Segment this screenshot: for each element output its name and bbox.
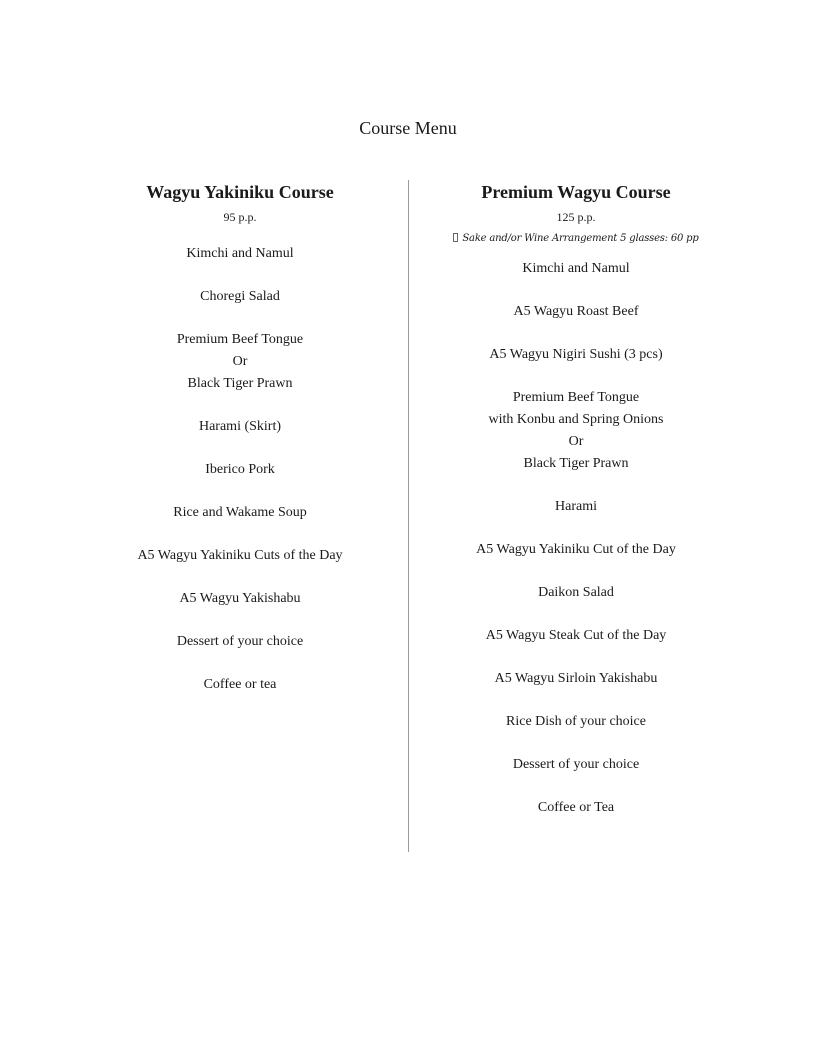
menu-item-line: Premium Beef Tongue [512, 390, 640, 405]
menu-item [100, 502, 380, 524]
menu-item [436, 711, 716, 733]
page-title: Course Menu [359, 118, 457, 138]
menu-item-line: Premium Beef Tongue [176, 332, 304, 347]
menu-item-line: Or [232, 354, 248, 369]
column-divider [408, 180, 409, 852]
wagyu-yakiniku-course-column [100, 180, 380, 717]
menu-item-line: Harami [555, 499, 597, 514]
menu-item [100, 243, 380, 265]
menu-item [100, 459, 380, 481]
menu-item-line: Kimchi and Namul [522, 261, 630, 276]
menu-item-line: Black Tiger Prawn [523, 456, 629, 471]
menu-item-line: Rice and Wakame Soup [173, 505, 307, 520]
menu-item [100, 545, 380, 567]
glass-icon [453, 233, 458, 242]
menu-item-line: Coffee or Tea [537, 800, 615, 815]
menu-item-line: with Konbu and Spring Onions [488, 412, 664, 427]
menu-item [100, 286, 380, 308]
menu-item [436, 668, 716, 690]
menu-item [436, 344, 716, 366]
menu-item-line: A5 Wagyu Yakiniku Cuts of the Day [137, 548, 343, 563]
course-title: Wagyu Yakiniku Course [146, 182, 334, 202]
menu-item [100, 416, 380, 438]
menu-item-line: Black Tiger Prawn [187, 376, 293, 391]
course-title: Premium Wagyu Course [481, 182, 671, 202]
menu-item [436, 797, 716, 819]
menu-item-line: A5 Wagyu Nigiri Sushi (3 pcs) [489, 347, 663, 362]
menu-item-line: Or [568, 434, 584, 449]
course-item-list [436, 258, 716, 819]
menu-item-line: A5 Wagyu Steak Cut of the Day [485, 628, 667, 643]
menu-item-line: Iberico Pork [205, 462, 275, 477]
menu-item-line: A5 Wagyu Yakishabu [179, 591, 301, 606]
menu-item [436, 539, 716, 561]
menu-item-line: A5 Wagyu Roast Beef [513, 304, 639, 319]
menu-item [436, 754, 716, 776]
menu-item-line: Dessert of your choice [176, 634, 304, 649]
menu-item [436, 301, 716, 323]
menu-item-line: Rice Dish of your choice [506, 714, 646, 729]
menu-item-line: A5 Wagyu Sirloin Yakishabu [494, 671, 658, 686]
menu-item [436, 582, 716, 604]
menu-item [436, 496, 716, 518]
menu-item-line: Harami (Skirt) [198, 419, 282, 434]
menu-item-line: Daikon Salad [538, 585, 614, 600]
menu-item [436, 625, 716, 647]
premium-wagyu-course-column [436, 180, 716, 840]
menu-item-line: Kimchi and Namul [186, 246, 294, 261]
menu-item-line: A5 Wagyu Yakiniku Cut of the Day [476, 542, 676, 557]
course-price: 125 p.p. [556, 210, 596, 224]
menu-item [100, 674, 380, 696]
drink-pairing-note [436, 232, 716, 246]
menu-item [436, 387, 716, 475]
drink-pairing-text: Sake and/or Wine Arrangement 5 glasses: 60 pp [462, 233, 699, 244]
menu-item [436, 258, 716, 280]
menu-item-line: Choregi Salad [200, 289, 280, 304]
menu-item [100, 588, 380, 610]
menu-item-line: Coffee or tea [203, 677, 277, 692]
menu-item [100, 631, 380, 653]
menu-item [100, 329, 380, 395]
menu-item-line: Dessert of your choice [512, 757, 640, 772]
course-item-list [100, 243, 380, 696]
course-price: 95 p.p. [223, 210, 257, 224]
